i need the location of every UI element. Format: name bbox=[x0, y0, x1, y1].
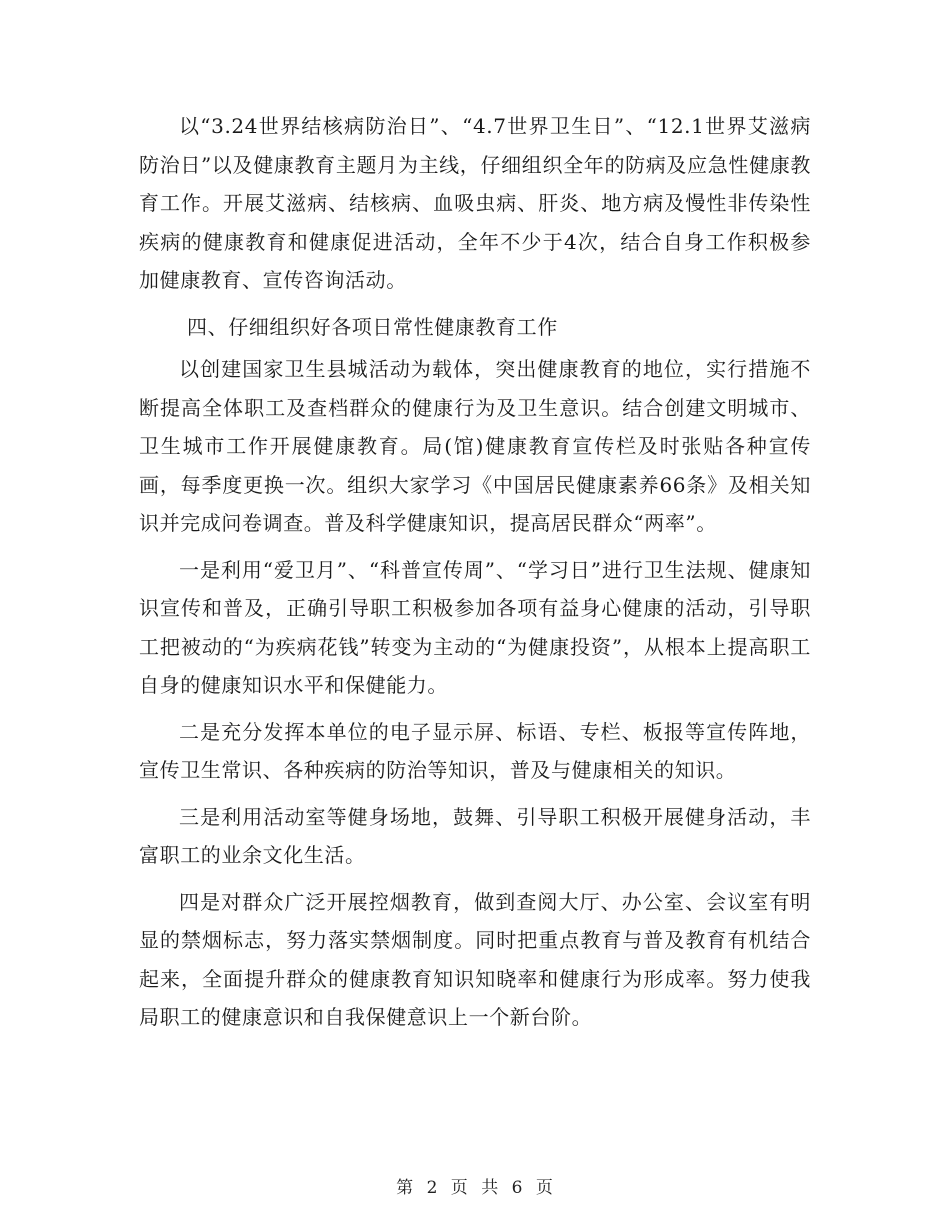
footer-total-pages: 6 bbox=[511, 1178, 524, 1198]
paragraph-item-three: 三是利用活动室等健身场地，鼓舞、引导职工积极开展健身活动，丰富职工的业余文化生活。 bbox=[139, 804, 811, 867]
paragraph-national-health-county: 以创建国家卫生县城活动为载体，突出健康教育的地位，实行措施不断提高全体职工及查档群众的健康行为及卫生意识。结合创建文明城市、卫生城市工作开展健康教育。局(馆)健康教育宣传栏及时张贴各种宣传画，每季度更换一次。组织大家学习《中国居民健康素养66条》及相关知识并完成问卷调查。普及科学健康知识，提高居民群众“两率”。 bbox=[139, 357, 811, 535]
page-footer bbox=[0, 1173, 950, 1198]
paragraph-item-one: 一是利用“爱卫月”、“科普宣传周”、“学习日”进行卫生法规、健康知识宣传和普及，正确引导职工积极参加各项有益身心健康的活动，引导职工把被动的“为疾病花钱”转变为主动的“为健康投资”，从根本上提高职工自身的健康知识水平和保健能力。 bbox=[139, 557, 811, 697]
paragraph-item-four: 四是对群众广泛开展控烟教育，做到查阅大厅、办公室、会议室有明显的禁烟标志，努力落实禁烟制度。同时把重点教育与普及教育有机结合起来，全面提升群众的健康教育知识知晓率和健康行为形成率。努力使我局职工的健康意识和自我保健意识上一个新台阶。 bbox=[139, 889, 811, 1029]
section-heading-4: 四、仔细组织好各项日常性健康教育工作 bbox=[187, 314, 558, 339]
footer-current-page: 2 bbox=[426, 1178, 439, 1198]
footer-prefix: 第 bbox=[396, 1178, 415, 1198]
footer-total-word: 共 bbox=[481, 1178, 500, 1198]
document-body bbox=[139, 107, 811, 1045]
footer-suffix: 页 bbox=[535, 1178, 554, 1198]
paragraph-health-days: 以“3.24世界结核病防治日”、“4.7世界卫生日”、“12.1世界艾滋病防治日”以及健康教育主题月为主线，仔细组织全年的防病及应急性健康教育工作。开展艾滋病、结核病、血吸虫病、肝炎、地方病及慢性非传染性疾病的健康教育和健康促进活动，全年不少于4次，结合自身工作积极参加健康教育、宣传咨询活动。 bbox=[139, 114, 811, 292]
paragraph-item-two: 二是充分发挥本单位的电子显示屏、标语、专栏、板报等宣传阵地，宣传卫生常识、各种疾病的防治等知识，普及与健康相关的知识。 bbox=[139, 719, 811, 782]
footer-page-word: 页 bbox=[450, 1178, 469, 1198]
